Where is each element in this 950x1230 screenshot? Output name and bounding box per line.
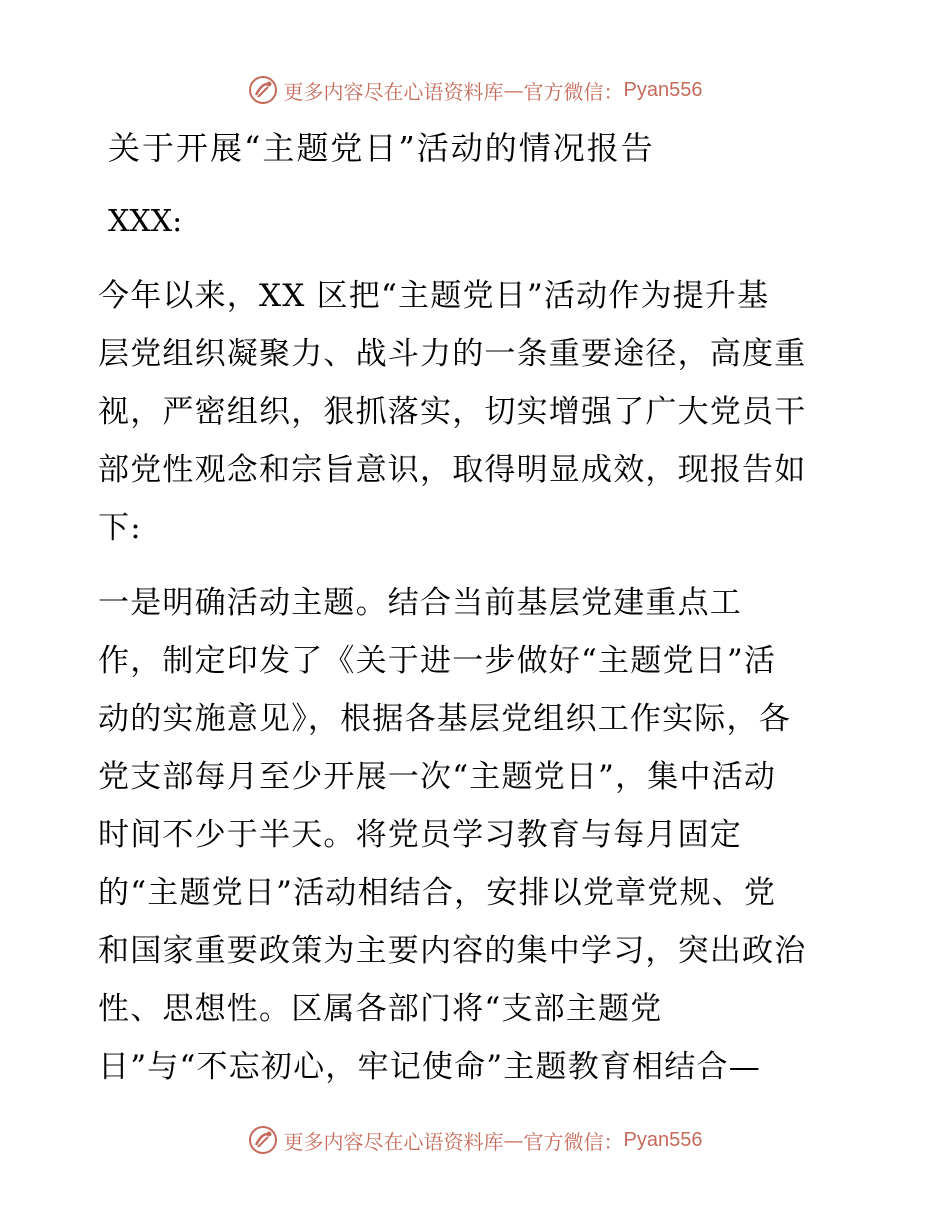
document-salutation: XXX: — [108, 204, 183, 239]
text-line: 部党性观念和宗旨意识，取得明显成效，现报告如 — [98, 452, 807, 488]
banner-wechat-id: Pyan556 — [623, 1128, 703, 1151]
text-line: 视，严密组织，狠抓落实，切实增强了广大党员干 — [98, 394, 807, 430]
logo-icon — [248, 75, 278, 105]
banner-wechat-id: Pyan556 — [623, 78, 703, 101]
paragraph-intro — [98, 267, 858, 557]
text-line: 时间不少于半天。将党员学习教育与每月固定 — [98, 817, 742, 853]
text-line: 一是明确活动主题。结合当前基层党建重点工 — [98, 585, 742, 621]
banner-dash: — — [503, 78, 524, 102]
text-line: 的“主题党日”活动相结合，安排以党章党规、党 — [98, 875, 777, 911]
text-line: 层党组织凝聚力、战斗力的一条重要途径，高度重 — [98, 336, 807, 372]
text-line: 动的实施意见》，根据各基层党组织工作实际，各 — [98, 701, 791, 737]
text-line: 党支部每月至少开展一次“主题党日”，集中活动 — [98, 759, 777, 795]
logo-icon — [248, 1125, 278, 1155]
text-line: 日”与“不忘初心，牢记使命”主题教育相结合— — [98, 1049, 761, 1085]
footer-watermark-banner — [0, 1120, 950, 1160]
banner-slogan: 更多内容尽在心语资料库 — [283, 79, 504, 104]
document-title: 关于开展“主题党日”活动的情况报告 — [108, 129, 655, 167]
text-line: 作，制定印发了《关于进一步做好“主题党日”活 — [98, 643, 777, 679]
banner-slogan: 更多内容尽在心语资料库 — [283, 1129, 504, 1154]
banner-dash: — — [503, 1128, 524, 1152]
banner-official-label: 官方微信： — [523, 1129, 624, 1154]
text-line: 今年以来，XX 区把“主题党日”活动作为提升基 — [98, 278, 770, 314]
text-line: 性、思想性。区属各部门将“支部主题党 — [98, 991, 663, 1027]
text-line: 下: — [98, 510, 142, 546]
text-line: 和国家重要政策为主要内容的集中学习，突出政治 — [98, 933, 807, 969]
banner-official-label: 官方微信： — [523, 79, 624, 104]
paragraph-theme — [98, 574, 858, 1096]
header-watermark-banner — [0, 70, 950, 110]
